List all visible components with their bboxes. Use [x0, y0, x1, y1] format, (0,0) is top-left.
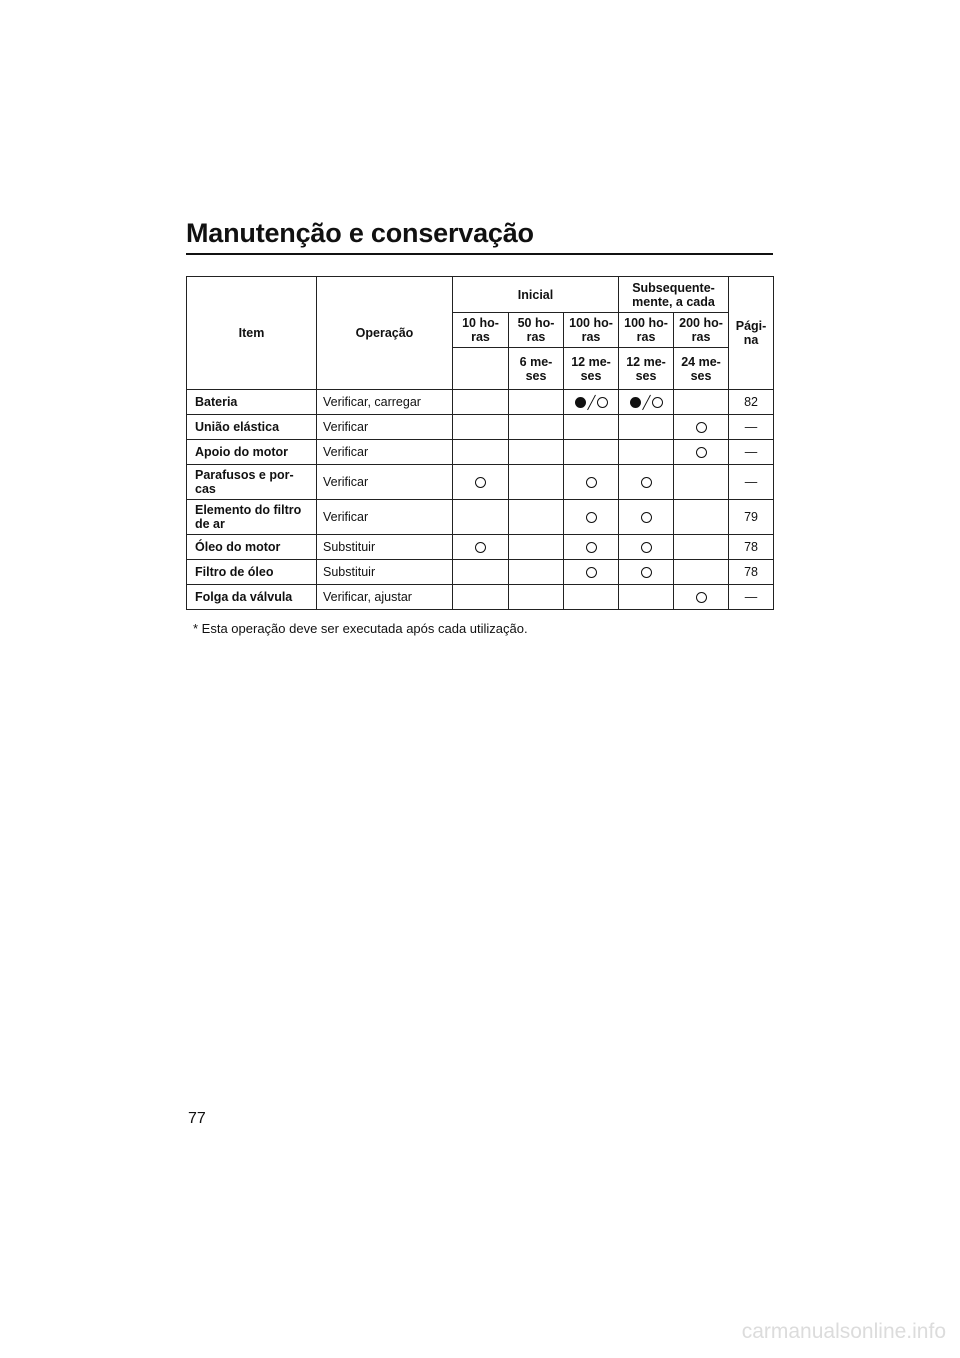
interval-mark-cell — [564, 535, 619, 560]
interval-mark-cell — [509, 560, 564, 585]
circle-icon — [475, 477, 486, 488]
interval-mark-cell — [453, 390, 509, 415]
watermark: carmanualsonline.info — [741, 1320, 946, 1343]
interval-mark-cell — [509, 535, 564, 560]
interval-mark-cell — [564, 585, 619, 610]
page-ref: 78 — [729, 535, 774, 560]
table-row — [187, 585, 774, 610]
interval-mark-cell — [674, 390, 729, 415]
header-months-4: 24 me- ses — [674, 348, 729, 390]
interval-mark-cell — [619, 500, 674, 535]
operation: Verificar, carregar — [317, 390, 453, 415]
table-row — [187, 440, 774, 465]
interval-mark-cell — [619, 535, 674, 560]
page-ref: 82 — [729, 390, 774, 415]
table-row — [187, 535, 774, 560]
interval-mark-cell — [619, 415, 674, 440]
header-hours-3: 100 ho- ras — [619, 313, 674, 348]
interval-mark-cell — [564, 415, 619, 440]
circle-icon — [641, 567, 652, 578]
page-number: 77 — [188, 1110, 206, 1127]
interval-mark-cell — [619, 560, 674, 585]
operation: Verificar, ajustar — [317, 585, 453, 610]
interval-mark-cell — [509, 465, 564, 500]
circle-icon — [586, 512, 597, 523]
interval-mark-cell — [509, 440, 564, 465]
interval-mark-cell — [674, 585, 729, 610]
interval-mark-cell — [453, 535, 509, 560]
interval-mark-cell — [674, 560, 729, 585]
slash-icon — [588, 395, 595, 409]
interval-mark-cell — [564, 390, 619, 415]
circle-icon — [586, 542, 597, 553]
header-months-1: 6 me- ses — [509, 348, 564, 390]
interval-mark-cell — [453, 560, 509, 585]
circle-icon — [652, 397, 663, 408]
interval-mark-cell — [564, 465, 619, 500]
header-hours-0: 10 ho- ras — [453, 313, 509, 348]
operation: Substituir — [317, 560, 453, 585]
title-rule — [186, 253, 773, 255]
interval-mark-cell — [453, 465, 509, 500]
interval-mark-cell — [674, 500, 729, 535]
header-hours-2: 100 ho- ras — [564, 313, 619, 348]
interval-mark-cell — [509, 390, 564, 415]
page-ref: — — [729, 415, 774, 440]
item-name: Parafusos e por- cas — [187, 465, 317, 500]
interval-mark-cell — [564, 500, 619, 535]
header-page: Pági- na — [729, 277, 774, 390]
interval-mark-cell — [509, 500, 564, 535]
item-name: Folga da válvula — [187, 585, 317, 610]
circle-icon — [696, 592, 707, 603]
operation: Verificar — [317, 465, 453, 500]
page-ref: 79 — [729, 500, 774, 535]
circle-icon — [586, 567, 597, 578]
filled-circle-icon — [630, 397, 641, 408]
table-row — [187, 390, 774, 415]
circle-icon — [641, 512, 652, 523]
interval-mark-cell — [619, 585, 674, 610]
item-name: União elástica — [187, 415, 317, 440]
interval-mark-cell — [674, 535, 729, 560]
footnote: * Esta operação deve ser executada após cada utilização. — [193, 621, 528, 636]
interval-mark-cell — [564, 560, 619, 585]
table-row — [187, 415, 774, 440]
circle-icon — [586, 477, 597, 488]
interval-mark-cell — [509, 585, 564, 610]
interval-mark-cell — [564, 440, 619, 465]
operation: Verificar — [317, 415, 453, 440]
header-months-2: 12 me- ses — [564, 348, 619, 390]
operation: Verificar — [317, 440, 453, 465]
page-title: Manutenção e conservação — [186, 218, 534, 248]
table-row — [187, 500, 774, 535]
page-ref: 78 — [729, 560, 774, 585]
page-ref: — — [729, 585, 774, 610]
interval-mark-cell — [619, 440, 674, 465]
page-ref: — — [729, 465, 774, 500]
interval-mark-cell — [509, 415, 564, 440]
interval-mark-cell — [453, 585, 509, 610]
circle-icon — [696, 422, 707, 433]
interval-mark-cell — [674, 465, 729, 500]
header-hours-4: 200 ho- ras — [674, 313, 729, 348]
circle-icon — [597, 397, 608, 408]
table-row — [187, 465, 774, 500]
operation: Verificar — [317, 500, 453, 535]
interval-mark-cell — [674, 415, 729, 440]
filled-circle-icon — [575, 397, 586, 408]
slash-icon — [643, 395, 650, 409]
interval-mark-cell — [619, 465, 674, 500]
page-ref: — — [729, 440, 774, 465]
interval-mark-cell — [453, 440, 509, 465]
table-row — [187, 560, 774, 585]
item-name: Filtro de óleo — [187, 560, 317, 585]
item-name: Elemento do filtro de ar — [187, 500, 317, 535]
circle-icon — [641, 477, 652, 488]
maintenance-table — [186, 276, 774, 610]
header-item: Item — [187, 277, 317, 390]
item-name: Apoio do motor — [187, 440, 317, 465]
item-name: Óleo do motor — [187, 535, 317, 560]
interval-mark-cell — [674, 440, 729, 465]
header-operation: Operação — [317, 277, 453, 390]
circle-icon — [696, 447, 707, 458]
header-months-0 — [453, 348, 509, 390]
interval-mark-cell — [453, 415, 509, 440]
operation: Substituir — [317, 535, 453, 560]
interval-mark-cell — [619, 390, 674, 415]
circle-icon — [641, 542, 652, 553]
circle-icon — [475, 542, 486, 553]
item-name: Bateria — [187, 390, 317, 415]
header-initial: Inicial — [453, 277, 619, 313]
header-hours-1: 50 ho- ras — [509, 313, 564, 348]
header-months-3: 12 me- ses — [619, 348, 674, 390]
interval-mark-cell — [453, 500, 509, 535]
header-subsequent: Subsequente- mente, a cada — [619, 277, 729, 313]
